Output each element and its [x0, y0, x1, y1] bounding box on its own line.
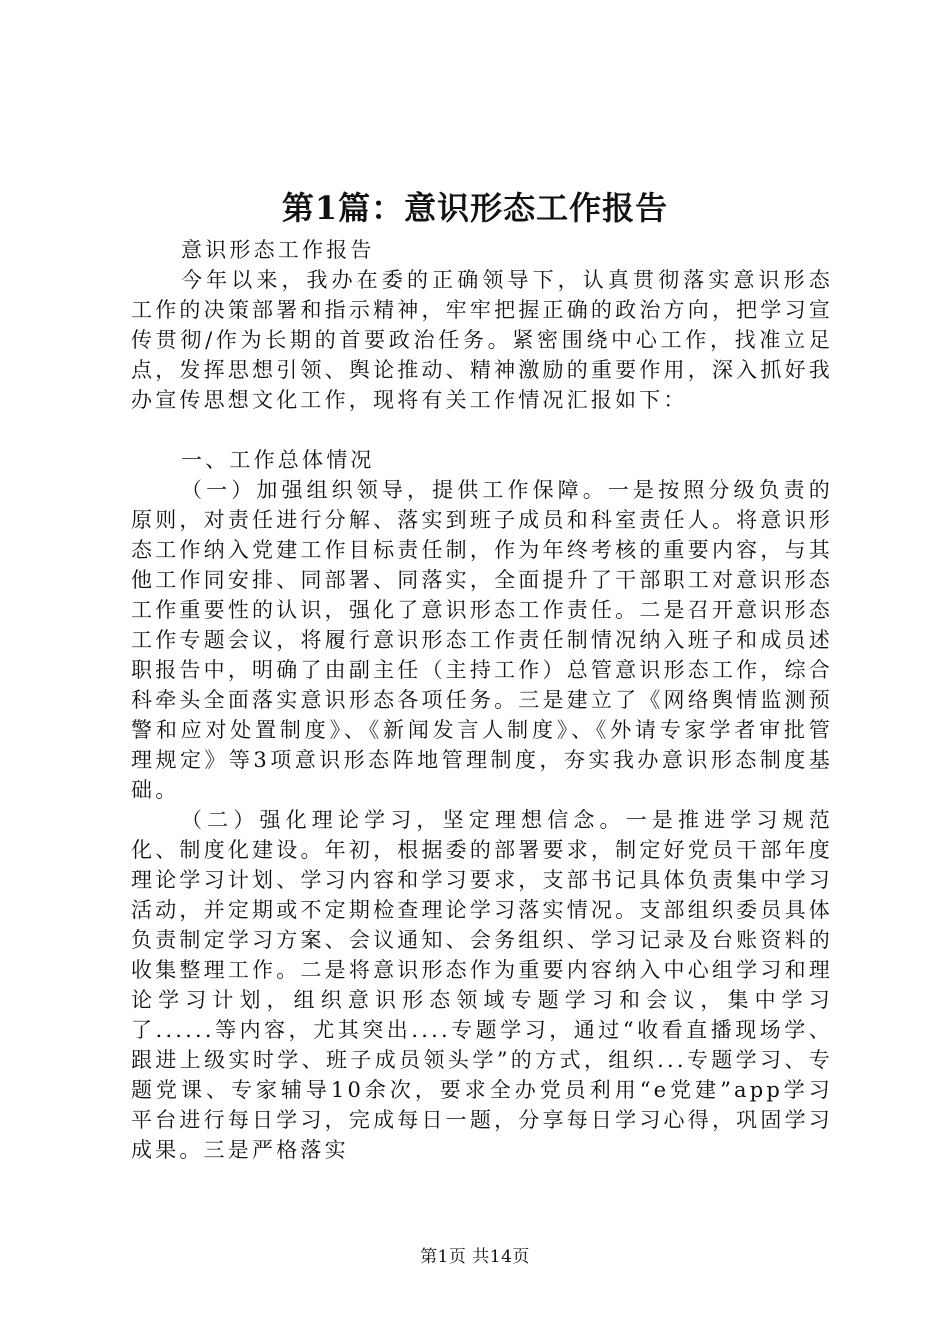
paragraph-theory-study: （二）强化理论学习，坚定理想信念。一是推进学习规范化、制度化建设。年初，根据委的部署要求，制定好党员干部年度理论学习计划、学习内容和学习要求，支部书记具体负责集中学习活动，并定期或不定期检查理论学习落实情况。支部组织委员具体负责制定学习方案、会议通知、会务组织、学习记录及台账资料的收集整理工作。二是将意识形态作为重要内容纳入中心组学习和理论学习计划，组织意识形态领域专题学习和会议，集中学习了......等内容，尤其突出....专题学习，通过“收看直播现场学、跟进上级实时学、班子成员领头学”的方式，组织...专题学习、专题党课、专家辅导10余次，要求全办党员利用“e党建”app学习平台进行每日学习，完成每日一题，分享每日学习心得，巩固学习成果。三是严格落实 [131, 808, 833, 1162]
section-heading: 一、工作总体情况 [181, 448, 375, 472]
document-body [131, 235, 833, 1165]
page-number-footer: 第1页 共14页 [420, 1247, 530, 1267]
intro-paragraph: 今年以来，我办在委的正确领导下，认真贯彻落实意识形态工作的决策部署和指示精神，牢牢把握正确的政治方向，把学习宣传贯彻/作为长期的首要政治任务。紧密围绕中心工作，找准立足点，发挥思想引领、舆论推动、精神激励的重要作用，深入抓好我办宣传思想文化工作，现将有关工作情况汇报如下： [131, 268, 833, 412]
document-title: 第1篇：意识形态工作报告 [281, 189, 669, 227]
paragraph-spacer [131, 415, 833, 445]
paragraph-organization-leadership: （一）加强组织领导，提供工作保障。一是按照分级负责的原则，对责任进行分解、落实到班子成员和科室责任人。将意识形态工作纳入党建工作目标责任制，作为年终考核的重要内容，与其他工作同安排、同部署、同落实，全面提升了干部职工对意识形态工作重要性的认识，强化了意识形态工作责任。二是召开意识形态工作专题会议，将履行意识形态工作责任制情况纳入班子和成员述职报告中，明确了由副主任（主持工作）总管意识形态工作，综合科牵头全面落实意识形态各项任务。三是建立了《网络舆情监测预警和应对处置制度》、《新闻发言人制度》、《外请专家学者审批管理规定》等3项意识形态阵地管理制度，夯实我办意识形态制度基础。 [131, 478, 833, 802]
subtitle-line: 意识形态工作报告 [181, 238, 375, 262]
